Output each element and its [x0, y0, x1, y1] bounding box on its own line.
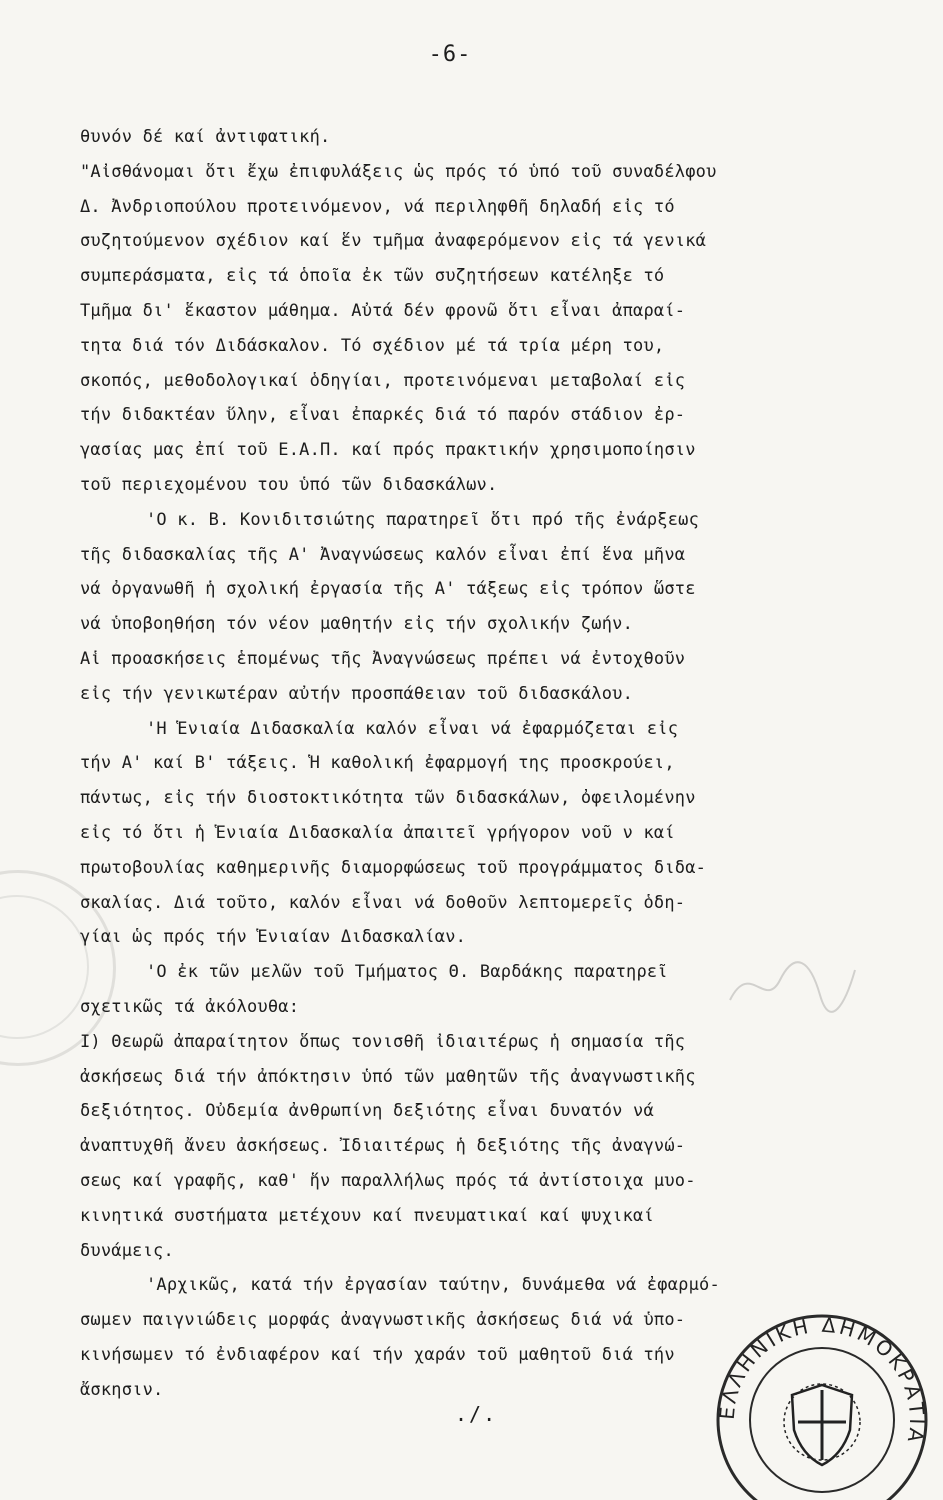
text-line: τήν Α' καί Β' τάξεις. Ἡ καθολική ἐφαρμογή της προσκρούει, [80, 753, 675, 774]
document-body [80, 120, 910, 1407]
text-line: 'Η Ἑνιαία Διδασκαλία καλόν εἶναι νά ἐφαρμόζεται εἰς [146, 718, 679, 739]
text-line: τοῦ περιεχομένου του ὑπό τῶν διδασκάλων. [80, 474, 498, 495]
text-line: τητα διά τόν Διδάσκαλον. Τό σχέδιον μέ τά τρία μέρη του, [80, 335, 665, 356]
text-line: εἰς τήν γενικωτέραν αὐτήν προσπάθειαν τοῦ διδασκάλου. [80, 683, 634, 704]
text-line: ἀσκήσεως διά τήν ἀπόκτησιν ὑπό τῶν μαθητῶν τῆς ἀναγνωστικῆς [80, 1066, 696, 1087]
text-line: συζητούμενον σχέδιον καί ἕν τμῆμα ἀναφερόμενον εἰς τά γενικά [80, 231, 707, 252]
text-line: Δ. Ἀνδριοπούλου προτεινόμενον, νά περιληφθῆ δηλαδή εἰς τό [80, 196, 675, 217]
text-line: δεξιότητος. Οὐδεμία ἀνθρωπίνη δεξιότης εἶναι δυνατόν νά [80, 1101, 654, 1122]
text-line: I) Θεωρῶ ἀπαραίτητον ὅπως τονισθῆ ἰδιαιτέρως ἡ σημασία τῆς [80, 1031, 686, 1052]
seal-text: ΕΛΛΗΝΙΚΗ ΔΗΜΟΚΡΑΤΙΑ [714, 1312, 930, 1448]
text-line: σκαλίας. Διά τοῦτο, καλόν εἶναι νά δοθοῦν λεπτομερεῖς ὁδη- [80, 892, 686, 913]
text-line: 'Ο κ. Β. Κονιδιτσιώτης παρατηρεῖ ὅτι πρό τῆς ἐνάρξεως [146, 509, 700, 530]
text-line: εἰς τό ὅτι ἡ Ἑνιαία Διδασκαλία ἀπαιτεῖ γρήγορον νοῦ ν καί [80, 822, 675, 843]
official-seal-stamp [712, 1310, 932, 1500]
continuation-mark: ./. [455, 1402, 498, 1426]
text-line: τήν διδακτέαν ὕλην, εἶναι ἐπαρκές διά τό παρόν στάδιον ἐρ- [80, 405, 686, 426]
text-line: κινήσωμεν τό ἐνδιαφέρον καί τήν χαράν τοῦ μαθητοῦ διά τήν [80, 1344, 675, 1365]
text-line: κινητικά συστήματα μετέχουν καί πνευματικαί καί ψυχικαί [80, 1205, 654, 1226]
text-line: πρωτοβουλίας καθημερινῆς διαμορφώσεως τοῦ προγράμματος διδα- [80, 857, 707, 878]
text-line: θυνόν δέ καί ἀντιφατική. [80, 127, 331, 147]
text-line: Τμῆμα δι' ἕκαστον μάθημα. Αὐτά δέν φρονῶ ὅτι εἶναι ἀπαραί- [80, 300, 686, 321]
text-line: γίαι ὡς πρός τήν Ἑνιαίαν Διδασκαλίαν. [80, 927, 467, 948]
text-line: νά ὑποβοηθήση τόν νέον μαθητήν εἰς τήν σχολικήν ζωήν. [80, 614, 634, 635]
text-line: πάντως, εἰς τήν διοστοκτικότητα τῶν διδασκάλων, ὀφειλομένην [80, 788, 696, 809]
text-line: νά ὀργανωθῆ ἡ σχολική ἐργασία τῆς Α' τάξεως εἰς τρόπον ὥστε [80, 579, 696, 600]
signature-mark [720, 950, 860, 1020]
text-line: 'Ο ἐκ τῶν μελῶν τοῦ Τμήματος Θ. Βαρδάκης παρατηρεῖ [146, 962, 668, 983]
text-line: 'Αρχικῶς, κατά τήν ἐργασίαν ταύτην, δυνάμεθα νά ἐφαρμό- [146, 1275, 720, 1296]
text-line: "Αἰσθάνομαι ὅτι ἔχω ἐπιφυλάξεις ὡς πρός τό ὑπό τοῦ συναδέλφου [80, 161, 717, 182]
text-line: σεως καί γραφῆς, καθ' ἥν παραλλήλως πρός τά ἀντίστοιχα μυο- [80, 1170, 696, 1191]
text-line: ἄσκησιν. [80, 1379, 164, 1400]
text-line: συμπεράσματα, εἰς τά ὁποῖα ἐκ τῶν συζητήσεων κατέληξε τό [80, 266, 665, 287]
text-line: σωμεν παιγνιώδεις μορφάς ἀναγνωστικῆς ἀσκήσεως διά νά ὑπο- [80, 1310, 686, 1331]
page-number: -6- [428, 42, 472, 67]
text-line: σχετικῶς τά ἀκόλουθα: [80, 996, 300, 1017]
text-line: σκοπός, μεθοδολογικαί ὁδηγίαι, προτεινόμεναι μεταβολαί εἰς [80, 370, 686, 391]
text-line: δυνάμεις. [80, 1240, 174, 1261]
text-line: ἀναπτυχθῆ ἄνευ ἀσκήσεως. Ἰδιαιτέρως ἡ δεξιότης τῆς ἀναγνώ- [80, 1136, 686, 1157]
text-line: τῆς διδασκαλίας τῆς Α' Ἀναγνώσεως καλόν εἶναι ἐπί ἕνα μῆνα [80, 544, 686, 565]
text-line: Αἱ προασκήσεις ἑπομένως τῆς Ἀναγνώσεως πρέπει νά ἐντοχθοῦν [80, 648, 686, 669]
text-line: γασίας μας ἐπί τοῦ Ε.Α.Π. καί πρός πρακτικήν χρησιμοποίησιν [80, 440, 696, 461]
